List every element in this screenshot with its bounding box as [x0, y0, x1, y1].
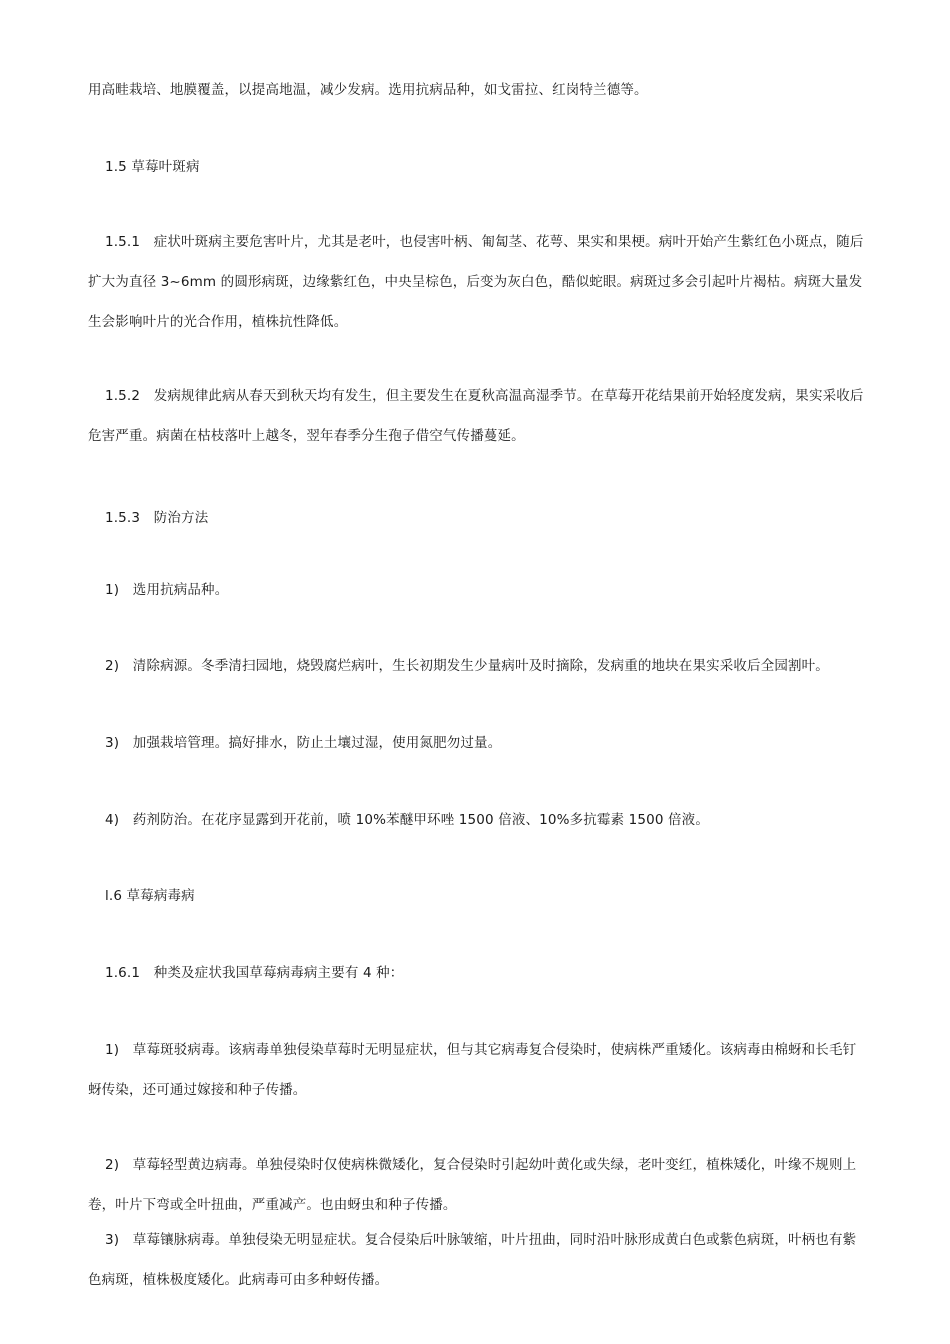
paragraph-intro: 用高畦栽培、地膜覆盖，以提高地温，减少发病。选用抗病品种，如戈雷拉、红岗特兰德等。	[88, 82, 648, 98]
heading-1-5-3: 1.5.3 防治方法	[105, 510, 209, 526]
paragraph-1-5-2: 1.5.2 发病规律此病从春天到秋天均有发生，但主要发生在夏秋高温高湿季节。在草莓开花结果前开始轻度发病，果实采收后危害严重。病菌在枯枝落叶上越冬，翌年春季分生孢子借空气传播蔓延。	[88, 388, 864, 444]
list-item-3: 3) 加强栽培管理。搞好排水，防止土壤过湿，使用氮肥勿过量。	[105, 735, 502, 751]
virus-item-2: 2) 草莓轻型黄边病毒。单独侵染时仅使病株微矮化，复合侵染时引起幼叶黄化或失绿，老叶变红，植株矮化，叶缘不规则上卷，叶片下弯或全叶扭曲，严重减产。也由蚜虫和种子传播。	[88, 1157, 857, 1213]
list-item-4: 4) 药剂防治。在花序显露到开花前，喷 10%苯醚甲环唑 1500 倍液、10%多抗霉素 1500 倍液。	[105, 812, 709, 828]
virus-item-1: 1) 草莓斑驳病毒。该病毒单独侵染草莓时无明显症状，但与其它病毒复合侵染时，使病株严重矮化。该病毒由棉蚜和长毛钉蚜传染，还可通过嫁接和种子传播。	[88, 1042, 857, 1098]
list-item-1: 1) 选用抗病品种。	[105, 582, 229, 598]
virus-item-3: 3) 草莓镶脉病毒。单独侵染无明显症状。复合侵染后叶脉皱缩，叶片扭曲，同时沿叶脉形成黄白色或紫色病斑，叶柄也有紫色病斑，植株极度矮化。此病毒可由多种蚜传播。	[88, 1232, 857, 1288]
paragraph-1-5-1: 1.5.1 症状叶斑病主要危害叶片，尤其是老叶，也侵害叶柄、匍匐茎、花萼、果实和果梗。病叶开始产生紫红色小斑点，随后扩大为直径 3~6mm 的圆形病斑，边缘紫红色，中央呈棕色，后变为灰白色，酷似蛇眼。病斑过多会引起叶片褐枯。病斑大量发生会影响叶片的光合作用，植株抗性降低。	[88, 234, 864, 330]
list-item-2: 2) 清除病源。冬季清扫园地，烧毁腐烂病叶，生长初期发生少量病叶及时摘除，发病重的地块在果实采收后全园割叶。	[105, 658, 829, 674]
paragraph-1-6-1: 1.6.1 种类及症状我国草莓病毒病主要有 4 种：	[105, 965, 404, 981]
heading-1-6: l.6 草莓病毒病	[105, 888, 195, 904]
heading-1-5: 1.5 草莓叶斑病	[105, 159, 200, 175]
